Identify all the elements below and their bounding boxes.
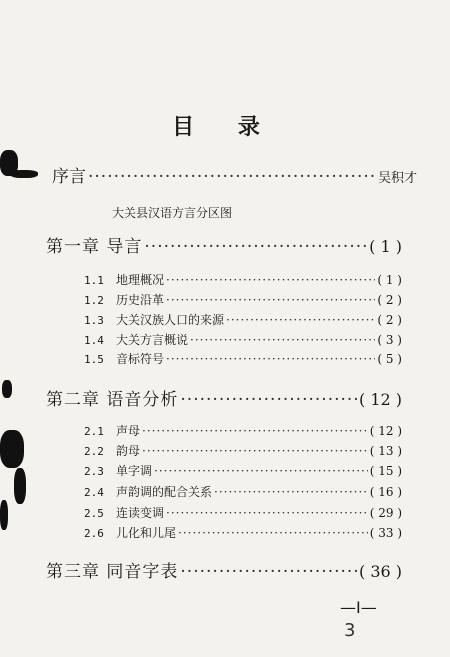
leader-dots [166,293,375,307]
section-label: 历史沿革 [116,293,165,307]
section-page: ( 29 ) [369,506,402,520]
section-page: ( 33 ) [369,526,402,540]
preface-author: 吴积才 [377,171,417,186]
section-label: 音标符号 [116,352,165,366]
section-entry [84,504,402,521]
section-page: ( 2 ) [377,313,402,327]
section-label: 连读变调 [116,506,165,520]
ink-stain [0,500,8,530]
section-page: ( 5 ) [377,352,402,366]
leader-dots [214,485,368,499]
section-number: 2.3 [84,465,104,478]
section-label: 声韵调的配合关系 [116,485,213,499]
leader-dots [142,444,368,458]
section-entry [84,331,402,348]
section-entry [84,311,402,328]
section-entry [84,483,402,500]
ink-stain [0,430,24,468]
leader-dots [166,273,375,287]
leader-dots [88,167,376,187]
chapter-page: ( 12 ) [358,390,402,409]
section-number: 1.2 [84,294,104,307]
chapter-label: 第二章 语音分析 [46,390,179,410]
section-number: 2.2 [84,445,104,458]
section-label: 儿化和儿尾 [116,526,177,540]
section-entry [84,350,402,367]
preface-label: 序言 [52,167,86,187]
section-number: 1.1 [84,274,104,287]
section-number: 2.1 [84,425,104,438]
ink-stain [10,170,38,178]
section-page: ( 15 ) [369,464,402,478]
chapter-entry [46,557,402,582]
section-entry [84,422,402,439]
section-entry [84,271,402,288]
section-page: ( 13 ) [369,444,402,458]
section-entry [84,442,402,459]
section-label: 地理概况 [116,273,165,287]
section-page: ( 3 ) [377,333,402,347]
section-number: 2.6 [84,527,104,540]
section-number: 2.4 [84,486,104,499]
leader-dots [166,506,368,520]
map-entry: 大关县汉语方言分区图 [112,206,233,220]
chapter-label: 第一章 导言 [46,237,143,257]
preface-entry [52,162,417,187]
chapter-label: 第三章 同音字表 [46,562,179,582]
section-number: 1.3 [84,314,104,327]
section-page: ( 1 ) [377,273,402,287]
page-folio: —I— [340,598,377,617]
chapter-page: ( 1 ) [369,237,402,256]
section-page: ( 2 ) [377,293,402,307]
section-label: 单字调 [116,464,153,478]
section-label: 韵母 [116,444,141,458]
section-number: 2.5 [84,507,104,520]
section-entry [84,524,402,541]
leader-dots [178,526,368,540]
section-entry [84,462,402,479]
leader-dots [180,390,357,410]
handwritten-number: 3 [344,620,356,641]
toc-title: 目 录 [172,114,278,140]
chapter-entry [46,232,402,257]
section-page: ( 16 ) [369,485,402,499]
ink-stain [14,468,26,504]
section-entry [84,291,402,308]
section-label: 大关汉族人口的来源 [116,313,225,327]
ink-stain [2,380,12,398]
chapter-page: ( 36 ) [358,562,402,581]
chapter-entry [46,385,402,410]
leader-dots [166,352,375,366]
section-number: 1.5 [84,353,104,366]
leader-dots [142,424,368,438]
section-page: ( 12 ) [369,424,402,438]
section-number: 1.4 [84,334,104,347]
section-label: 大关方言概说 [116,333,189,347]
leader-dots [144,237,367,257]
leader-dots [190,333,375,347]
leader-dots [180,562,357,582]
leader-dots [226,313,375,327]
section-label: 声母 [116,424,141,438]
leader-dots [154,464,368,478]
